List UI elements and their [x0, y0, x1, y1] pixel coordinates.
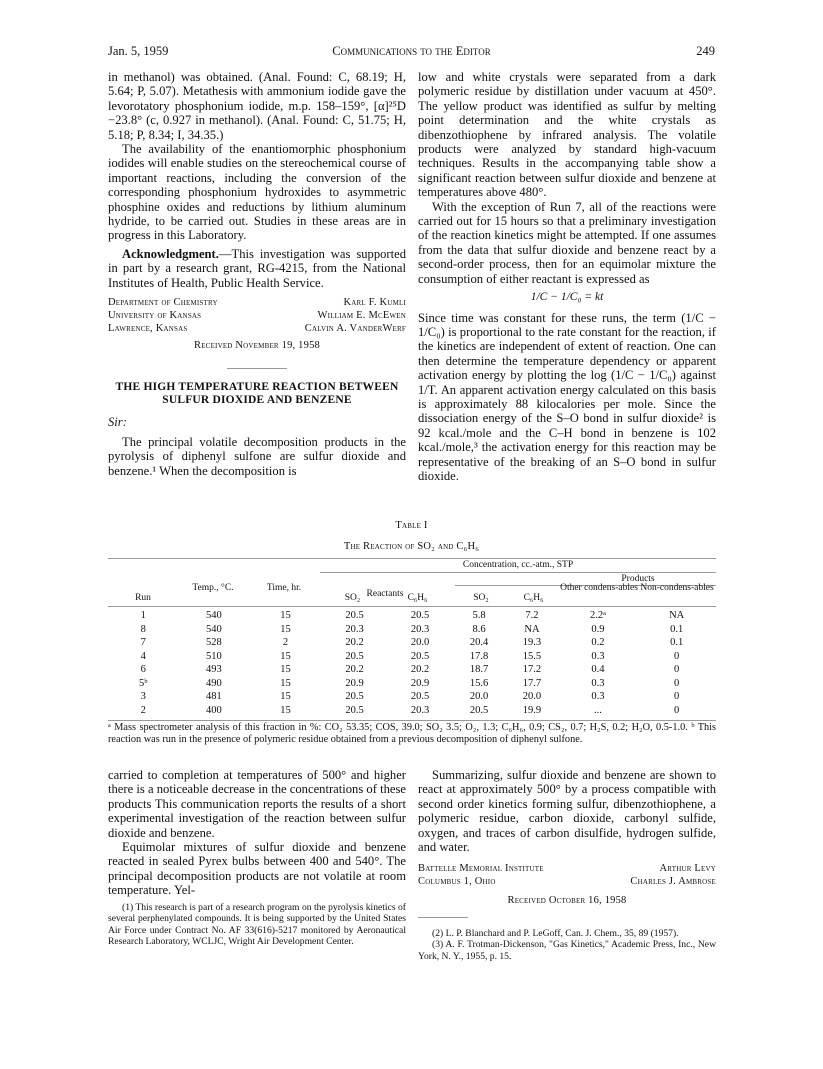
affiliation-univ: University of Kansas	[108, 310, 202, 322]
table-cell: 20.3	[410, 704, 430, 716]
right-paragraph-3: Since time was constant for these runs, the term (1/C − 1/C₀) is proportional to the rate constant for the reaction, if the kinetics are independent of extent of reaction. One can then determine the temperature dependency or apparent activation energy by plotting the log (1/C − 1/C₀) against 1/T. An apparent activation energy calculated on this basis is approximately 88 kilocalories per mole. Since the dissociation energy of the S–O bond in sulfur dioxide² is 92 kcal./mole and the C–H bond in benzene is 102 kcal./mole,³ the activation energy for this reaction may be representative of the breaking of an S–O bond in sulfur dioxide.	[418, 310, 716, 483]
col-header-so2-product: SO₂	[473, 593, 489, 603]
table-cell: 493	[205, 664, 222, 676]
table-cell: 15	[280, 623, 291, 635]
table-caption: The Reaction of SO₂ and C₆H₆	[343, 541, 480, 552]
table-row	[108, 623, 716, 637]
table-cell: 15	[280, 677, 291, 689]
table-cell: 0.2	[591, 637, 605, 649]
author-block-2	[418, 862, 716, 888]
table-cell: 5.8	[472, 610, 486, 622]
affiliation-institute: Battelle Memorial Institute	[418, 863, 544, 875]
table-cell: 15	[280, 704, 291, 716]
table-cell: 19.3	[522, 637, 542, 649]
table-cell: 20.0	[522, 691, 542, 703]
table-cell: 540	[205, 610, 222, 622]
col-header-time: Time, hr.	[266, 583, 302, 593]
table-cell: 18.7	[469, 664, 489, 676]
table-cell: 20.9	[345, 677, 364, 689]
affiliation-city: Columbus 1, Ohio	[418, 876, 496, 888]
author-name: William E. McEwen	[317, 310, 406, 322]
table-cell: 3	[140, 691, 146, 703]
table-cell: 20.5	[410, 650, 430, 662]
table-cell: 20.0	[469, 691, 489, 703]
signature-line	[108, 296, 406, 309]
group-header-reactants: Reactants	[366, 589, 404, 599]
affiliation-dept: Department of Chemistry	[108, 297, 218, 309]
footnote-1: (1) This research is part of a research program on the pyrolysis kinetics of several perphenylated compounds. It is being supported by the United States Air Force under Contract No. AF 33(616)-5217 monitored by Aeronautical Research Laboratory, WCLJC, Wright Air Development Center.	[108, 901, 406, 948]
bottom-left-column	[108, 768, 406, 948]
table-cell: 20.4	[469, 637, 489, 649]
table-cell: 0.1	[670, 637, 684, 649]
author-name: Charles J. Ambrose	[630, 876, 716, 888]
acknowledgment-body: —This investigation was supported in part by a research grant, RG-4215, from the National Institutes of Health, Public Health Service.	[108, 246, 406, 290]
group-header-concentration: Concentration, cc.-atm., STP	[462, 560, 574, 570]
table-cell: 8.6	[472, 623, 486, 635]
table-cell: 15	[280, 664, 291, 676]
left-paragraph-1: in methanol) was obtained. (Anal. Found: C, 68.19; H, 5.64; P, 5.07). Metathesis with ammonium iodide gave the levorotatory phosphonium iodide, m.p. 158–159°, [α]²⁵D −23.8° (c, 0.927 in methanol). (Anal. Found: C, 51.75; H, 5.18; P, 8.34; I, 34.35.)	[108, 70, 406, 142]
table-cell: 0.3	[591, 650, 605, 662]
right-paragraph-1: low and white crystals were separated from a dark polymeric residue by distillation under vacuum at 450°. The yellow product was identified as sulfur by melting point determination and the white crystals as dibenzothiophene by infrared analysis. The volatile products were analyzed by standard high-vacuum techniques. Results in the accompanying table show a significant reaction between sulfur dioxide and benzene at temperatures above 480°.	[418, 70, 716, 200]
table-cell: 528	[205, 637, 222, 649]
table-cell: 2.2ᵃ	[589, 610, 606, 622]
received-date-1: Received November 19, 1958	[194, 340, 320, 352]
table-top-rule	[108, 558, 716, 559]
table-cell: 17.7	[522, 677, 542, 689]
table-cell: 510	[205, 650, 222, 662]
table-cell: 20.2	[345, 664, 364, 676]
table-body	[108, 609, 716, 717]
col-header-non-condensables: Non-condens-ables	[640, 583, 714, 593]
divider	[227, 368, 287, 369]
salutation: Sir:	[108, 414, 127, 429]
author-block-1	[108, 296, 406, 335]
table-row	[108, 663, 716, 677]
table-cell: NA	[524, 623, 540, 635]
table-cell: 15	[280, 650, 291, 662]
table-cell: 20.5	[345, 650, 364, 662]
footnote-3: (3) A. F. Trotman-Dickenson, "Gas Kinetics," Academic Press, Inc., New York, N. Y., 1955, p. 15.	[418, 939, 716, 963]
header-title: Communications to the Editor	[332, 44, 491, 58]
table-cell: 2	[282, 637, 289, 649]
table-row	[108, 677, 716, 691]
table-cell: 481	[205, 691, 222, 703]
table-cell: 20.5	[469, 704, 489, 716]
table-cell: 15	[280, 691, 291, 703]
table-cell: 6	[140, 664, 146, 676]
table-cell: 4	[140, 650, 146, 662]
author-name: Karl F. Kumli	[343, 297, 406, 309]
table-cell: 0.4	[591, 664, 605, 676]
table-cell: 19.9	[522, 704, 542, 716]
col-header-other-condensables: Other condens-ables	[560, 583, 638, 593]
author-name: Arthur Levy	[659, 863, 716, 875]
table-cell: 20.5	[410, 610, 430, 622]
signature-line	[418, 862, 716, 875]
header-page-number: 249	[696, 44, 715, 58]
data-table	[108, 609, 716, 717]
bottom-left-paragraph-1: carried to completion at temperatures of 500° and higher there is a noticeable decrease in the concentrations of these products This communication reports the results of a short experimental investigation of the reaction between sulfur dioxide and benzene.	[108, 768, 406, 840]
table-cell: 0.9	[591, 623, 605, 635]
col-header-c6h6-reactant: C₆H₆	[407, 593, 428, 603]
table-row	[108, 704, 716, 718]
table-cell: 0.1	[670, 623, 684, 635]
bottom-right-column	[418, 768, 716, 963]
table-cell: 7.2	[525, 610, 539, 622]
table-cell: 20.2	[410, 664, 430, 676]
table-row	[108, 636, 716, 650]
bottom-left-paragraph-2: Equimolar mixtures of sulfur dioxide and benzene reacted in sealed Pyrex bulbs between 400 and 540°. The principal decomposition products are not volatile at room temperature. Yel-	[108, 840, 406, 898]
footnote-divider	[418, 917, 468, 918]
table-cell: 540	[205, 623, 222, 635]
table-cell: 0.3	[591, 677, 605, 689]
footnote-2: (2) L. P. Blanchard and P. LeGoff, Can. J. Chem., 35, 89 (1957).	[432, 927, 679, 939]
table-cell: 5ᵇ	[139, 677, 148, 689]
table-cell: 20.0	[410, 637, 430, 649]
table-row	[108, 690, 716, 704]
table-cell: NA	[669, 610, 685, 622]
col-header-so2-reactant: SO₂	[344, 593, 361, 603]
left-column	[108, 70, 406, 478]
table-cell: 1	[140, 610, 146, 622]
signature-line	[108, 309, 406, 322]
right-paragraph-2: With the exception of Run 7, all of the reactions were carried out for 15 hours so that a preliminary investigation of the reaction kinetics might be attempted. If one assumes from the data that sulfur dioxide and benzene react by a second-order process, then for an equimolar mixture the consumption of either reactant is expressed as	[418, 199, 716, 286]
table-cell: 20.5	[410, 691, 430, 703]
table-cell: 490	[205, 677, 222, 689]
table-header-rule	[108, 606, 716, 607]
table-cell: 20.5	[345, 704, 364, 716]
left-paragraph-2: The availability of the enantiomorphic phosphonium iodides will enable studies on the stereochemical course of important reactions, including the conversion of the corresponding phosphonium hydroxides to asymmetric phosphine oxides and reductions by lithium aluminum hydride, to be carried out. Studies in these areas are in progress in this Laboratory.	[108, 142, 406, 243]
author-name: Calvin A. VanderWerf	[304, 323, 406, 335]
signature-line	[108, 322, 406, 335]
table-row	[108, 609, 716, 623]
table-cell: ...	[594, 704, 602, 716]
table-cell: 17.8	[469, 650, 489, 662]
table-cell: 20.3	[345, 623, 364, 635]
table-cell: 0	[674, 691, 680, 703]
table-cell: 15.6	[469, 677, 489, 689]
right-column	[418, 70, 716, 483]
rate-equation: 1/C − 1/C₀ = kt	[530, 291, 604, 304]
table-footnote: ᵃ Mass spectrometer analysis of this fraction in %: CO₂ 53.35; COS, 39.0; SO₂ 3.5; O₂, 1.3; C₆H₆, 0.9; CS₂, 0.7; H₂S, 0.2; H₂O, 0.5-1.0. ᵇ This reaction was run in the presence of polymeric residue obtained from a previous decomposition of diphenyl sulfone.	[108, 722, 716, 745]
col-header-c6h6-product: C₆H₆	[523, 593, 544, 603]
header-date: Jan. 5, 1959	[108, 44, 169, 58]
table-bottom-rule	[108, 720, 716, 721]
table-cell: 0	[674, 677, 680, 689]
affiliation-city: Lawrence, Kansas	[108, 323, 188, 335]
table-cell: 15.5	[522, 650, 542, 662]
left-paragraph-3: The principal volatile decomposition products in the pyrolysis of diphenyl sulfone are sulfur dioxide and benzene.¹ When the decomposition is	[108, 434, 406, 478]
table-cell: 0.3	[591, 691, 605, 703]
col-header-temp: Temp., °C.	[192, 583, 234, 593]
table-cell: 20.3	[410, 623, 430, 635]
table-cell: 17.2	[522, 664, 542, 676]
received-date-2: Received October 16, 1958	[507, 895, 627, 907]
table-cell: 0	[674, 650, 680, 662]
acknowledgment	[108, 247, 406, 290]
group-header-products: Products	[621, 574, 655, 584]
table-cell: 8	[140, 623, 146, 635]
table-cell: 20.5	[345, 691, 364, 703]
article-title: THE HIGH TEMPERATURE REACTION BETWEEN SULFUR DIOXIDE AND BENZENE	[115, 380, 399, 406]
table-cell: 15	[280, 610, 291, 622]
table-cell: 20.5	[345, 610, 364, 622]
col-header-run: Run	[135, 593, 151, 603]
signature-line	[418, 875, 716, 888]
table-cell: 0	[674, 704, 680, 716]
table-cell: 20.2	[345, 637, 364, 649]
table-cell: 0	[674, 664, 680, 676]
table-label: Table I	[395, 520, 428, 531]
bottom-right-paragraph-1: Summarizing, sulfur dioxide and benzene are shown to react at approximately 500° by a process compatible with second order kinetics forming sulfur, dibenzothiophene, a polymeric residue, carbon dioxide, carbonyl sulfide, oxygen, and traces of carbon disulfide, hydrogen sulfide, and water.	[418, 768, 716, 855]
table-cell: 2	[140, 704, 146, 716]
table-cell: 400	[205, 704, 222, 716]
table-cell: 7	[140, 637, 146, 649]
group-rule-concentration	[320, 572, 716, 573]
acknowledgment-heading: Acknowledgment.	[122, 246, 219, 261]
table-row	[108, 650, 716, 664]
table-cell: 20.9	[410, 677, 430, 689]
